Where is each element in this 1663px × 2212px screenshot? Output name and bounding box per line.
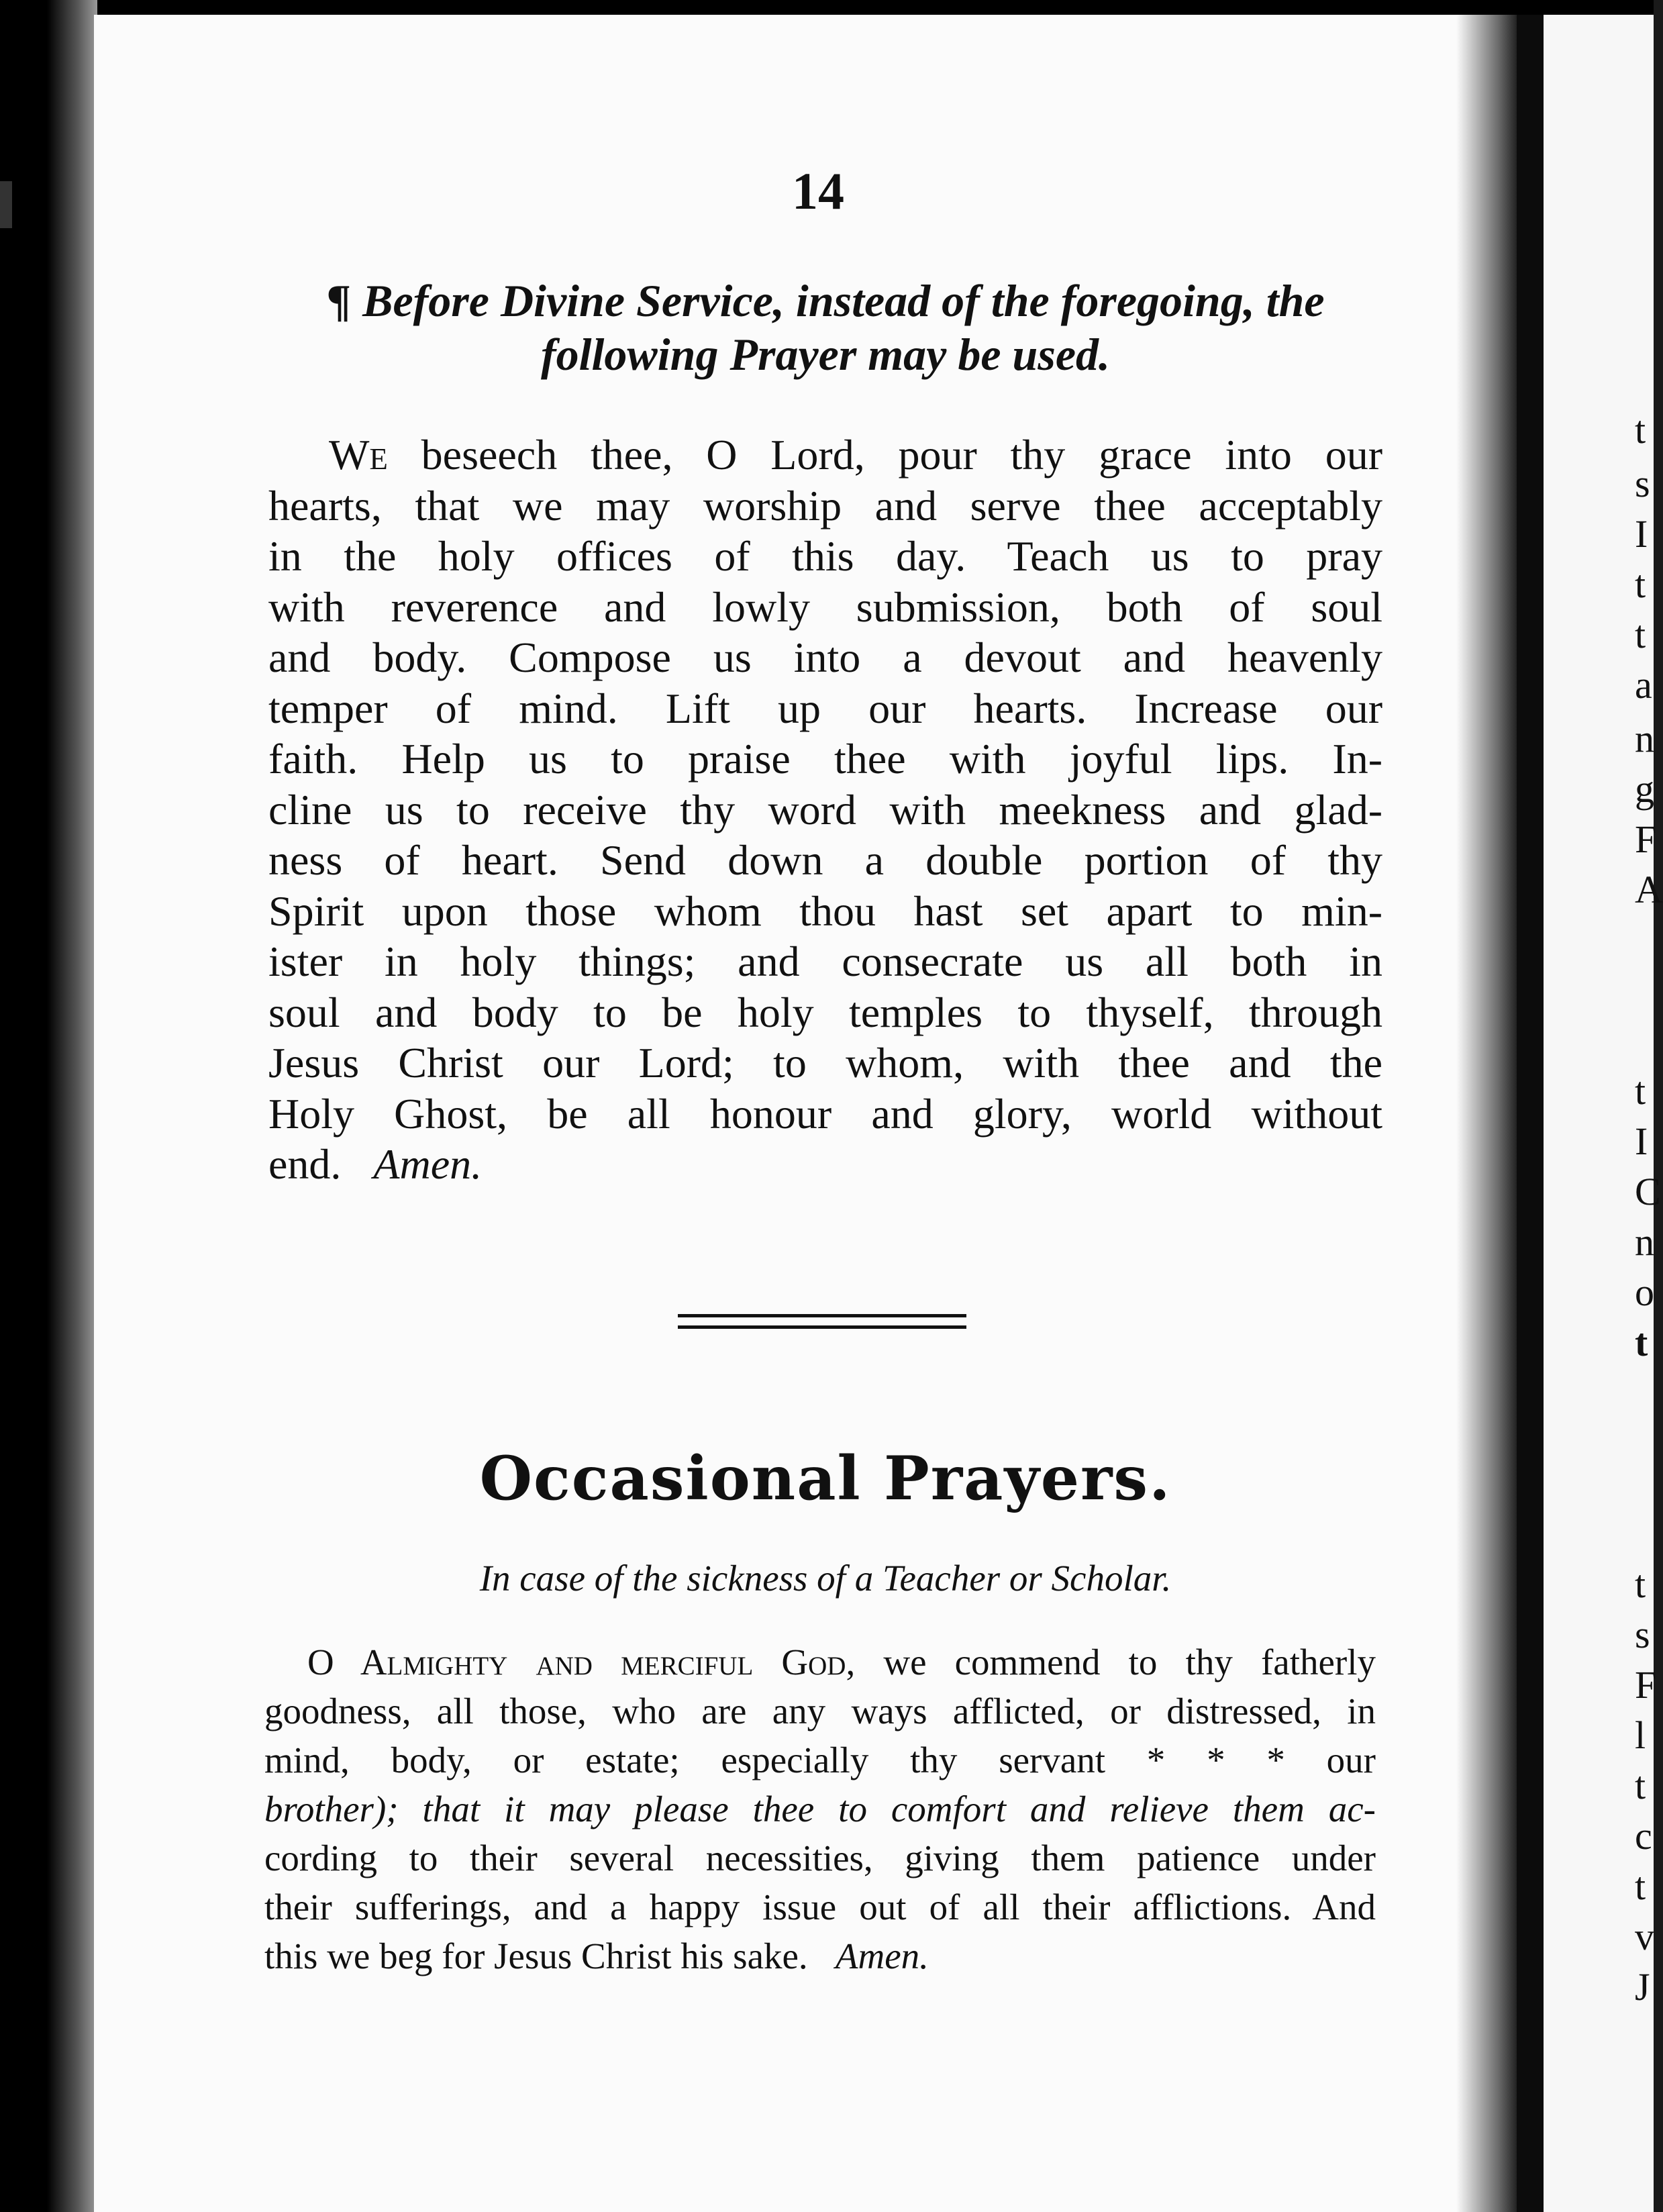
next-page-letter: n [1635, 717, 1654, 760]
next-page-letter: l [1635, 1713, 1646, 1757]
section-subheading: In case of the sickness of a Teacher or Scholar. [479, 1558, 1172, 1599]
next-page-letter: F [1635, 1663, 1657, 1707]
prayer-line: ister in holy things; and consecrate us all both in [268, 938, 1382, 985]
prayer2-line: cording to their several necessities, giving them patience under [264, 1838, 1376, 1878]
prayer-line: cline us to receive thy word with meekness and glad- [268, 785, 1382, 834]
next-page-letter: I [1635, 512, 1648, 556]
next-page-letter: o [1635, 1270, 1654, 1314]
next-page-letter: t [1635, 1069, 1646, 1113]
prayer2-line: O Almighty and merciful God, we commend to thy fatherly [307, 1642, 1376, 1682]
next-page-letter: F [1635, 817, 1657, 861]
prayer2-line: this we beg for Jesus Christ his sake. Amen. [264, 1936, 929, 1976]
next-page-letter: v [1635, 1915, 1654, 1958]
prayer2-line: their sufferings, and a happy issue out of all their afflictions. And [264, 1887, 1376, 1927]
next-page-letter: t [1635, 1562, 1646, 1606]
prayer-line: hearts, that we may worship and serve thee acceptably [268, 481, 1382, 530]
next-page-letter: A [1635, 868, 1663, 911]
next-page-letter: g [1635, 767, 1654, 811]
next-page-letter: s [1635, 1613, 1650, 1656]
rubric-instruction [268, 274, 1382, 381]
page-number: 14 [792, 162, 844, 220]
prayer-line: ness of heart. Send down a double portion of thy [268, 836, 1382, 884]
rubric-line-1: Before Divine Service, instead of the foregoing, the [362, 275, 1325, 326]
prayer2-amen: Amen. [835, 1936, 929, 1976]
prayer2-lead: O Almighty and merciful God, [307, 1642, 856, 1682]
prayer-line: and body. Compose us into a devout and heavenly [268, 634, 1382, 681]
prayer-lead-word: We [329, 431, 388, 479]
prayer-line: soul and body to be holy temples to thyself, through [268, 988, 1382, 1036]
prayer-amen: Amen. [373, 1140, 483, 1188]
service-prayer [268, 430, 1382, 1190]
next-page-letter: t [1635, 1764, 1646, 1807]
next-page-letter: c [1635, 1814, 1652, 1858]
next-page-fragment [1544, 15, 1663, 2212]
book-gutter [1517, 15, 1544, 2212]
next-page-letter: t [1635, 1864, 1646, 1908]
prayer-line: with reverence and lowly submission, both of soul [268, 583, 1382, 631]
rubric-line-2: following Prayer may be used. [540, 329, 1111, 380]
section-heading: Occasional Prayers. [479, 1443, 1172, 1514]
double-rule-bottom [678, 1325, 966, 1329]
scan-top-border [0, 0, 1654, 15]
next-page-letter: t [1635, 613, 1646, 656]
next-page-letter: C [1635, 1170, 1661, 1213]
prayer2-line: brother); that it may please thee to comfort and relieve them ac- [264, 1789, 1376, 1829]
sickness-prayer [264, 1638, 1376, 1980]
prayer-line: We beseech thee, O Lord, pour thy grace into our [329, 431, 1382, 479]
prayer-line: in the holy offices of this day. Teach us to pray [268, 532, 1382, 580]
prayer-line: Jesus Christ our Lord; to whom, with thee and the [268, 1039, 1382, 1087]
next-page-letter: a [1635, 663, 1652, 707]
pilcrow-mark: ¶ [326, 275, 352, 326]
next-page-letter: s [1635, 462, 1650, 505]
page-edge-shadow-left [47, 0, 97, 2212]
double-rule-top [678, 1314, 966, 1317]
prayer2-line: goodness, all those, who are any ways afflicted, or distressed, in [264, 1691, 1376, 1731]
next-page-letter: t [1635, 1321, 1648, 1364]
scan-mark [0, 181, 12, 228]
prayer-line: Holy Ghost, be all honour and glory, world without [268, 1089, 1382, 1138]
prayer-line: temper of mind. Lift up our hearts. Increase our [268, 684, 1382, 732]
prayer-line: end. Amen. [268, 1140, 483, 1188]
next-page-letter: n [1635, 1220, 1654, 1264]
next-page-letter: t [1635, 562, 1646, 606]
prayer-line: Spirit upon those whom thou hast set apart to min- [268, 887, 1382, 935]
prayer-line: faith. Help us to praise thee with joyful lips. In- [268, 735, 1382, 783]
page-edge-shadow-right [1456, 15, 1517, 2212]
next-page-letter: J [1635, 1965, 1650, 2009]
next-page-letter: t [1635, 408, 1646, 452]
next-page-letter: I [1635, 1119, 1648, 1163]
prayer2-line: mind, body, or estate; especially thy servant * * * our [264, 1740, 1376, 1780]
